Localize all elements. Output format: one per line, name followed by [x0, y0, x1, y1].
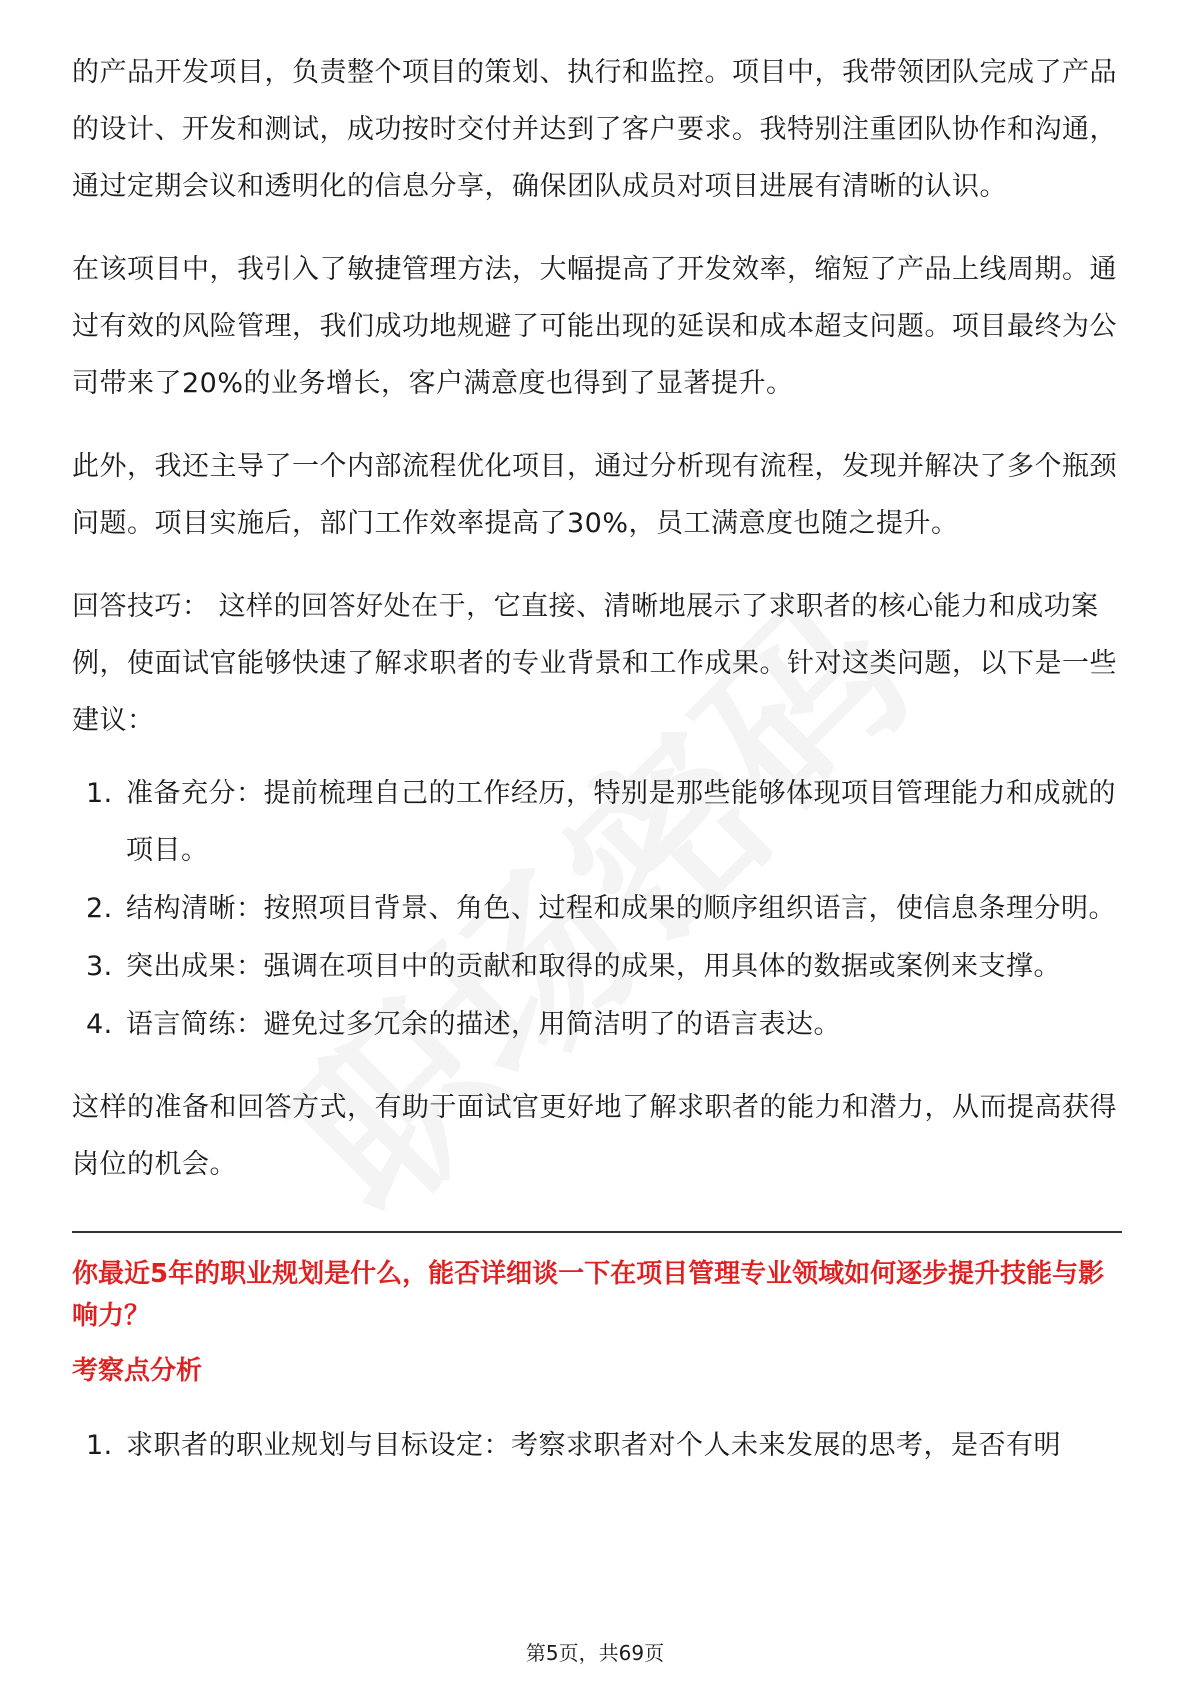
list-item	[72, 938, 1122, 995]
paragraph-answer-tips: 回答技巧： 这样的回答好处在于，它直接、清晰地展示了求职者的核心能力和成功案例，使面试官能够快速了解求职者的专业背景和工作成果。针对这类问题，以下是一些建议：	[72, 591, 1117, 736]
tips-list	[72, 765, 1122, 1053]
paragraph-process-optimization: 此外，我还主导了一个内部流程优化项目，通过分析现有流程，发现并解决了多个瓶颈问题。项目实施后，部门工作效率提高了30%，员工满意度也随之提升。	[72, 451, 1117, 539]
list-item-number: 1.	[86, 1430, 113, 1461]
list-item-text: 突出成果：强调在项目中的贡献和取得的成果，用具体的数据或案例来支撑。	[126, 951, 1061, 982]
paragraph-agile-results: 在该项目中，我引入了敏捷管理方法，大幅提高了开发效率，缩短了产品上线周期。通过有效的风险管理，我们成功地规避了可能出现的延误和成本超支问题。项目最终为公司带来了20%的业务增长，客户满意度也得到了显著提升。	[72, 254, 1117, 399]
list-item	[72, 996, 1122, 1053]
list-item	[72, 1417, 1122, 1474]
list-item-text: 求职者的职业规划与目标设定：考察求职者对个人未来发展的思考，是否有明	[126, 1430, 1061, 1461]
list-item-number: 1.	[86, 778, 113, 809]
list-item-number: 2.	[86, 893, 113, 924]
interview-question: 你最近5年的职业规划是什么，能否详细谈一下在项目管理专业领域如何逐步提升技能与影响力？	[72, 1259, 1105, 1331]
list-item-text: 结构清晰：按照项目背景、角色、过程和成果的顺序组织语言，使信息条理分明。	[126, 893, 1116, 924]
paragraph-closing: 这样的准备和回答方式，有助于面试官更好地了解求职者的能力和潜力，从而提高获得岗位的机会。	[72, 1092, 1117, 1180]
paragraph-project-description: 的产品开发项目，负责整个项目的策划、执行和监控。项目中，我带领团队完成了产品的设计、开发和测试，成功按时交付并达到了客户要求。我特别注重团队协作和沟通，通过定期会议和透明化的信息分享，确保团队成员对项目进展有清晰的认识。	[72, 57, 1117, 202]
list-item-text: 准备充分：提前梳理自己的工作经历，特别是那些能够体现项目管理能力和成就的项目。	[126, 778, 1116, 866]
list-item-number: 3.	[86, 951, 113, 982]
list-item	[72, 765, 1122, 879]
list-item-text: 语言简练：避免过多冗余的描述，用简洁明了的语言表达。	[126, 1009, 841, 1040]
analysis-list	[72, 1417, 1122, 1474]
section-divider	[72, 1231, 1122, 1233]
page-content	[72, 44, 1122, 1500]
analysis-heading: 考察点分析	[72, 1356, 203, 1386]
page-number-footer: 第5页，共69页	[525, 1641, 665, 1665]
list-item	[72, 880, 1122, 937]
list-item-number: 4.	[86, 1009, 113, 1040]
